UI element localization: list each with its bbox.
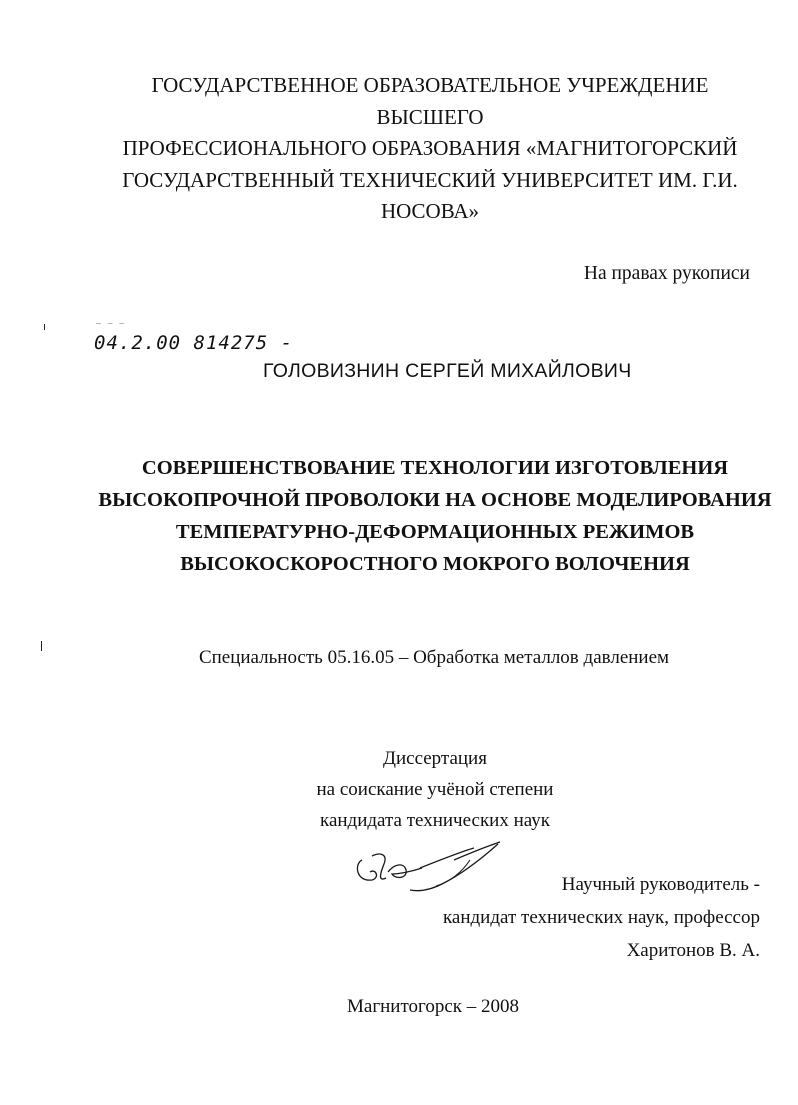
author-name: ГОЛОВИЗНИН СЕРГЕЙ МИХАЙЛОВИЧ xyxy=(263,360,632,382)
speciality-line xyxy=(0,647,798,669)
scan-artifact xyxy=(41,641,42,651)
title-line: СОВЕРШЕНСТВОВАНИЕ ТЕХНОЛОГИИ ИЗГОТОВЛЕНИЯ xyxy=(141,457,729,479)
dissertation-title xyxy=(95,452,775,580)
institution-line: ГОСУДАРСТВЕННОЕ ОБРАЗОВАТЕЛЬНОЕ УЧРЕЖДЕНИЕ ВЫСШЕГО xyxy=(151,73,709,129)
institution-line: НОСОВА» xyxy=(380,199,480,223)
city-year-line xyxy=(0,996,798,1018)
title-line: ВЫСОКОСКОРОСТНОГО МОКРОГО ВОЛОЧЕНИЯ xyxy=(180,553,690,575)
scan-artifact xyxy=(44,324,45,330)
degree-line: на соискание учёной степени xyxy=(316,779,554,800)
supervisor-line: Научный руководитель - xyxy=(561,874,760,895)
stamp-number: 04.2.00 814275 - xyxy=(94,332,294,354)
city-year: Магнитогорск – 2008 xyxy=(347,996,519,1017)
title-line: ТЕМПЕРАТУРНО-ДЕФОРМАЦИОННЫХ РЕЖИМОВ xyxy=(175,521,695,543)
supervisor-line: Харитонов В. А. xyxy=(626,940,760,961)
rights-note: На правах рукописи xyxy=(583,263,750,284)
dissertation-degree xyxy=(285,743,585,836)
institution-line: ПРОФЕССИОНАЛЬНОГО ОБРАЗОВАНИЯ «МАГНИТОГОРСКИЙ xyxy=(122,136,738,160)
title-line: ВЫСОКОПРОЧНОЙ ПРОВОЛОКИ НА ОСНОВЕ МОДЕЛИРОВАНИЯ xyxy=(98,489,772,511)
degree-line: кандидата технических наук xyxy=(320,810,550,831)
degree-line: Диссертация xyxy=(383,748,487,769)
institution-header xyxy=(110,70,750,228)
supervisor-line: кандидат технических наук, профессор xyxy=(442,907,760,928)
supervisor-block xyxy=(443,868,760,967)
institution-line: ГОСУДАРСТВЕННЫЙ ТЕХНИЧЕСКИЙ УНИВЕРСИТЕТ ИМ. Г.И. xyxy=(122,167,738,192)
stamp-mark: ‾ ‾ ‾ xyxy=(96,322,126,331)
speciality-text: Специальность 05.16.05 – Обработка металлов давлением xyxy=(198,647,670,668)
